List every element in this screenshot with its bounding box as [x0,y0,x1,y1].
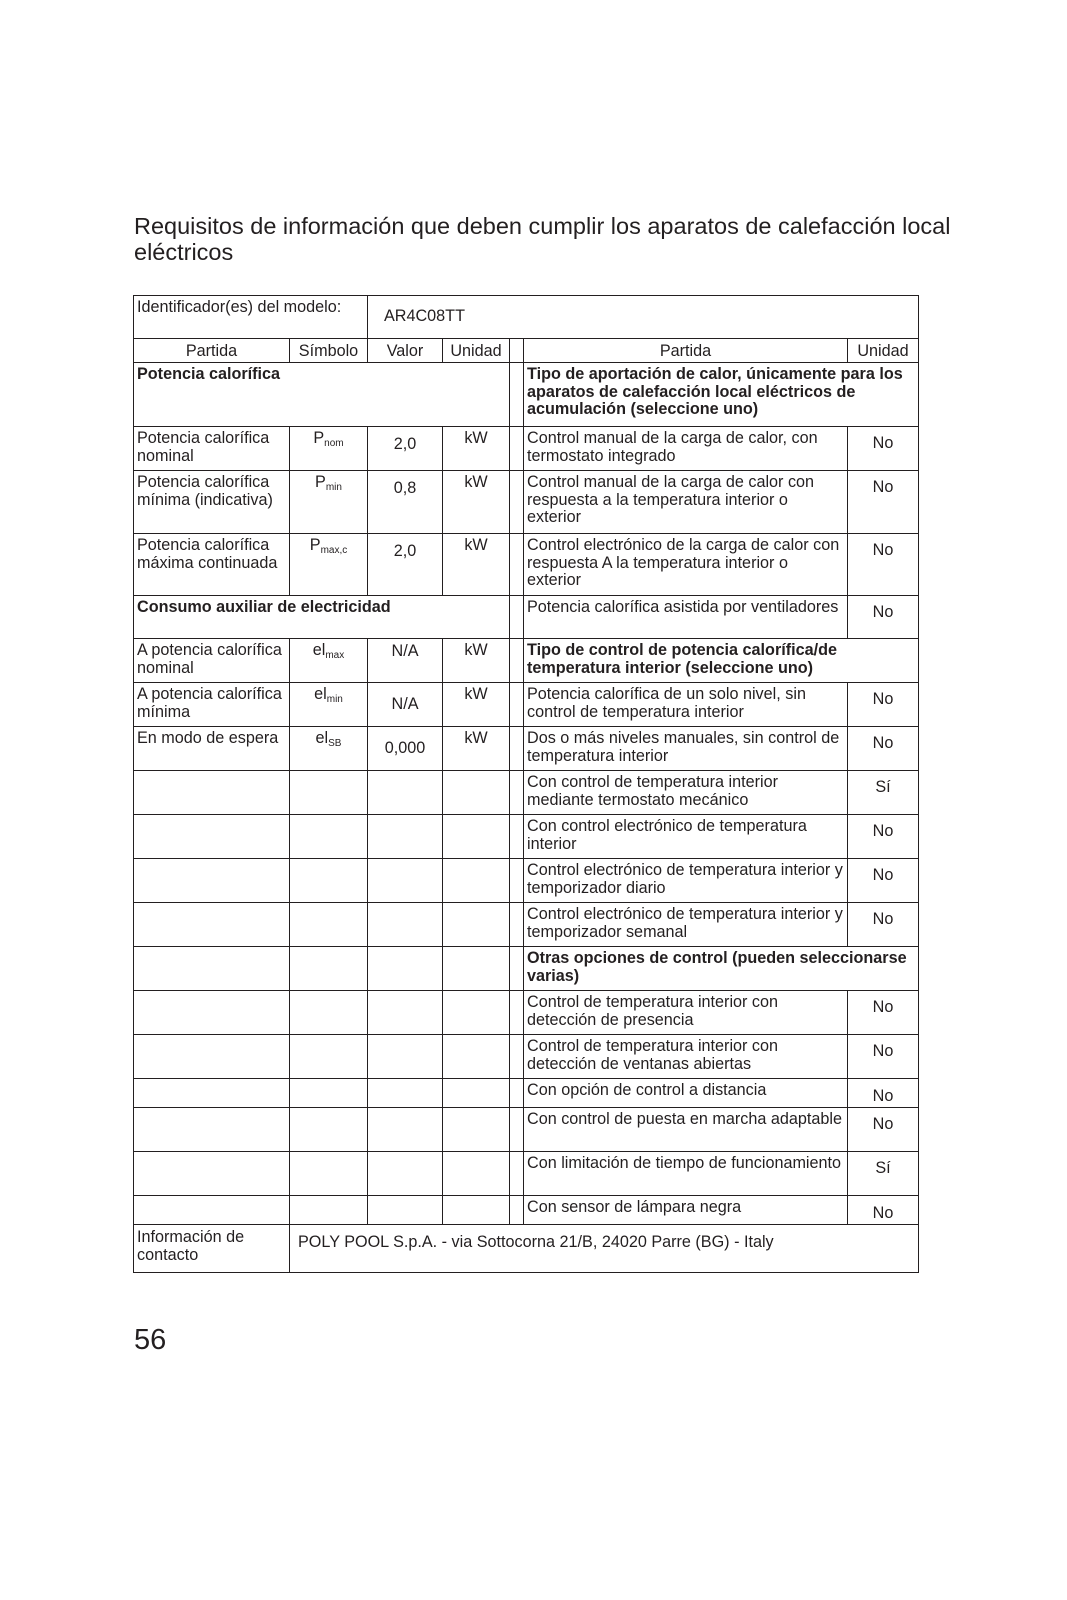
empty-cell [289,902,368,947]
empty-cell [133,902,290,947]
right-section-heading: Otras opciones de control (pueden seleccionarse varias) [523,946,919,991]
empty-cell [289,1107,368,1152]
right-value-cell: No [847,1078,919,1108]
unit-cell: kW [442,726,510,771]
right-value-cell: No [847,595,919,639]
empty-cell [367,1195,443,1225]
unit-cell: kW [442,470,510,534]
empty-cell [133,1078,290,1108]
symbol: P [315,473,326,491]
header-partida-right: Partida [523,338,848,363]
empty-cell [367,1034,443,1079]
header-valor: Valor [367,338,443,363]
right-value-cell: Sí [847,1151,919,1196]
unit-cell: kW [442,533,510,596]
right-value-cell: No [847,1107,919,1152]
empty-cell [442,814,510,859]
empty-cell [367,902,443,947]
spacer [509,470,524,534]
spacer [509,902,524,947]
spacer [509,726,524,771]
empty-cell [289,1078,368,1108]
empty-cell [367,1151,443,1196]
empty-cell [367,814,443,859]
value-cell: 2,0 [367,533,443,596]
empty-cell [367,858,443,903]
empty-cell [367,946,443,991]
empty-cell [367,770,443,815]
empty-cell [133,814,290,859]
symbol: el [315,729,329,747]
right-row-label: Dos o más niveles manuales, sin control de temperatura interior [523,726,848,771]
spacer [509,682,524,727]
right-row-label: Con control de puesta en marcha adaptable [523,1107,848,1152]
right-section-heading: Tipo de control de potencia calorífica/de temperatura interior (seleccione uno) [523,638,919,683]
empty-cell [133,1034,290,1079]
spacer [509,362,524,427]
right-row-label: Potencia calorífica asistida por ventiladores [523,595,848,639]
right-row-label: Con opción de control a distancia [523,1078,848,1108]
empty-cell [442,770,510,815]
empty-cell [133,990,290,1035]
empty-cell [442,946,510,991]
right-value-cell: No [847,726,919,771]
symbol-subscript: min [325,482,342,493]
right-row-label: Con limitación de tiempo de funcionamiento [523,1151,848,1196]
right-value-cell: No [847,470,919,534]
spacer [509,533,524,596]
unit-cell: kW [442,682,510,727]
right-row-label: Control manual de la carga de calor con respuesta a la temperatura interior o exterior [523,470,848,534]
empty-cell [442,1107,510,1152]
left-row-label: Potencia calorífica mínima (indicativa) [133,470,290,534]
empty-cell [442,1034,510,1079]
empty-cell [133,858,290,903]
right-value-cell: Sí [847,770,919,815]
spacer [509,638,524,683]
right-value-cell: No [847,1195,919,1225]
unit-cell: kW [442,638,510,683]
right-row-label: Control de temperatura interior con detección de ventanas abiertas [523,1034,848,1079]
right-section-heading: Tipo de aportación de calor, únicamente para los aparatos de calefacción local eléctricos de acumulación (seleccione uno) [523,362,919,427]
right-row-label: Con control de temperatura interior mediante termostato mecánico [523,770,848,815]
empty-cell [289,990,368,1035]
empty-cell [289,946,368,991]
empty-cell [442,990,510,1035]
spacer [509,595,524,639]
model-value: AR4C08TT [367,295,919,339]
right-row-label: Control electrónico de temperatura interior y temporizador semanal [523,902,848,947]
value-cell: N/A [367,682,443,727]
right-row-label: Control electrónico de temperatura interior y temporizador diario [523,858,848,903]
page-number: 56 [134,1324,167,1356]
empty-cell [442,1151,510,1196]
empty-cell [367,1107,443,1152]
value-cell: 0,000 [367,726,443,771]
symbol-subscript: max,c [320,545,348,556]
symbol-cell [289,470,368,534]
spacer [509,770,524,815]
spacer [509,338,524,363]
value-cell: N/A [367,638,443,683]
contact-value: POLY POOL S.p.A. - via Sottocorna 21/B, 24020 Parre (BG) - Italy [289,1224,919,1273]
symbol-subscript: SB [328,738,342,749]
unit-cell: kW [442,426,510,471]
symbol: P [309,536,321,554]
header-simbolo: Símbolo [289,338,368,363]
empty-cell [133,1195,290,1225]
empty-cell [442,858,510,903]
empty-cell [289,1151,368,1196]
symbol-subscript: nom [324,438,344,449]
right-row-label: Control manual de la carga de calor, con termostato integrado [523,426,848,471]
empty-cell [442,902,510,947]
empty-cell [289,1034,368,1079]
left-row-label: Potencia calorífica nominal [133,426,290,471]
spacer [509,1034,524,1079]
left-row-label: Potencia calorífica máxima continuada [133,533,290,596]
spacer [509,1078,524,1108]
right-value-cell: No [847,1034,919,1079]
right-row-label: Control de temperatura interior con detección de presencia [523,990,848,1035]
empty-cell [367,1078,443,1108]
spacer [509,1151,524,1196]
symbol-cell [289,638,368,683]
right-value-cell: No [847,533,919,596]
symbol-cell [289,682,368,727]
info-table [133,295,919,1273]
symbol: el [314,685,327,703]
left-row-label: En modo de espera [133,726,290,771]
empty-cell [367,990,443,1035]
left-row-label: A potencia calorífica mínima [133,682,290,727]
spacer [509,1107,524,1152]
spacer [509,426,524,471]
symbol-subscript: min [326,694,343,705]
page-title: Requisitos de información que deben cumplir los aparatos de calefacción local eléctricos [134,213,951,265]
empty-cell [133,1151,290,1196]
empty-cell [289,770,368,815]
left-row-label: A potencia calorífica nominal [133,638,290,683]
model-label: Identificador(es) del modelo: [133,295,368,339]
empty-cell [289,814,368,859]
right-row-label: Con sensor de lámpara negra [523,1195,848,1225]
empty-cell [133,1107,290,1152]
value-cell: 0,8 [367,470,443,534]
right-value-cell: No [847,990,919,1035]
spacer [509,814,524,859]
right-value-cell: No [847,902,919,947]
right-value-cell: No [847,858,919,903]
right-row-label: Control electrónico de la carga de calor con respuesta A la temperatura interior o exterior [523,533,848,596]
empty-cell [442,1078,510,1108]
symbol-cell [289,726,368,771]
empty-cell [133,770,290,815]
right-value-cell: No [847,682,919,727]
symbol: P [313,429,325,447]
right-row-label: Con control electrónico de temperatura interior [523,814,848,859]
empty-cell [289,1195,368,1225]
left-section-heading: Potencia calorífica [133,362,510,427]
empty-cell [133,946,290,991]
contact-label: Información de contacto [133,1224,290,1273]
header-unidad-right: Unidad [847,338,919,363]
left-section-heading: Consumo auxiliar de electricidad [133,595,510,639]
header-partida: Partida [133,338,290,363]
spacer [509,990,524,1035]
header-unidad: Unidad [442,338,510,363]
spacer [509,1195,524,1225]
right-value-cell: No [847,426,919,471]
symbol-subscript: max [325,650,345,661]
symbol-cell [289,533,368,596]
value-cell: 2,0 [367,426,443,471]
empty-cell [289,858,368,903]
right-row-label: Potencia calorífica de un solo nivel, sin control de temperatura interior [523,682,848,727]
symbol: el [312,641,326,659]
spacer [509,858,524,903]
empty-cell [442,1195,510,1225]
symbol-cell [289,426,368,471]
right-value-cell: No [847,814,919,859]
spacer [509,946,524,991]
